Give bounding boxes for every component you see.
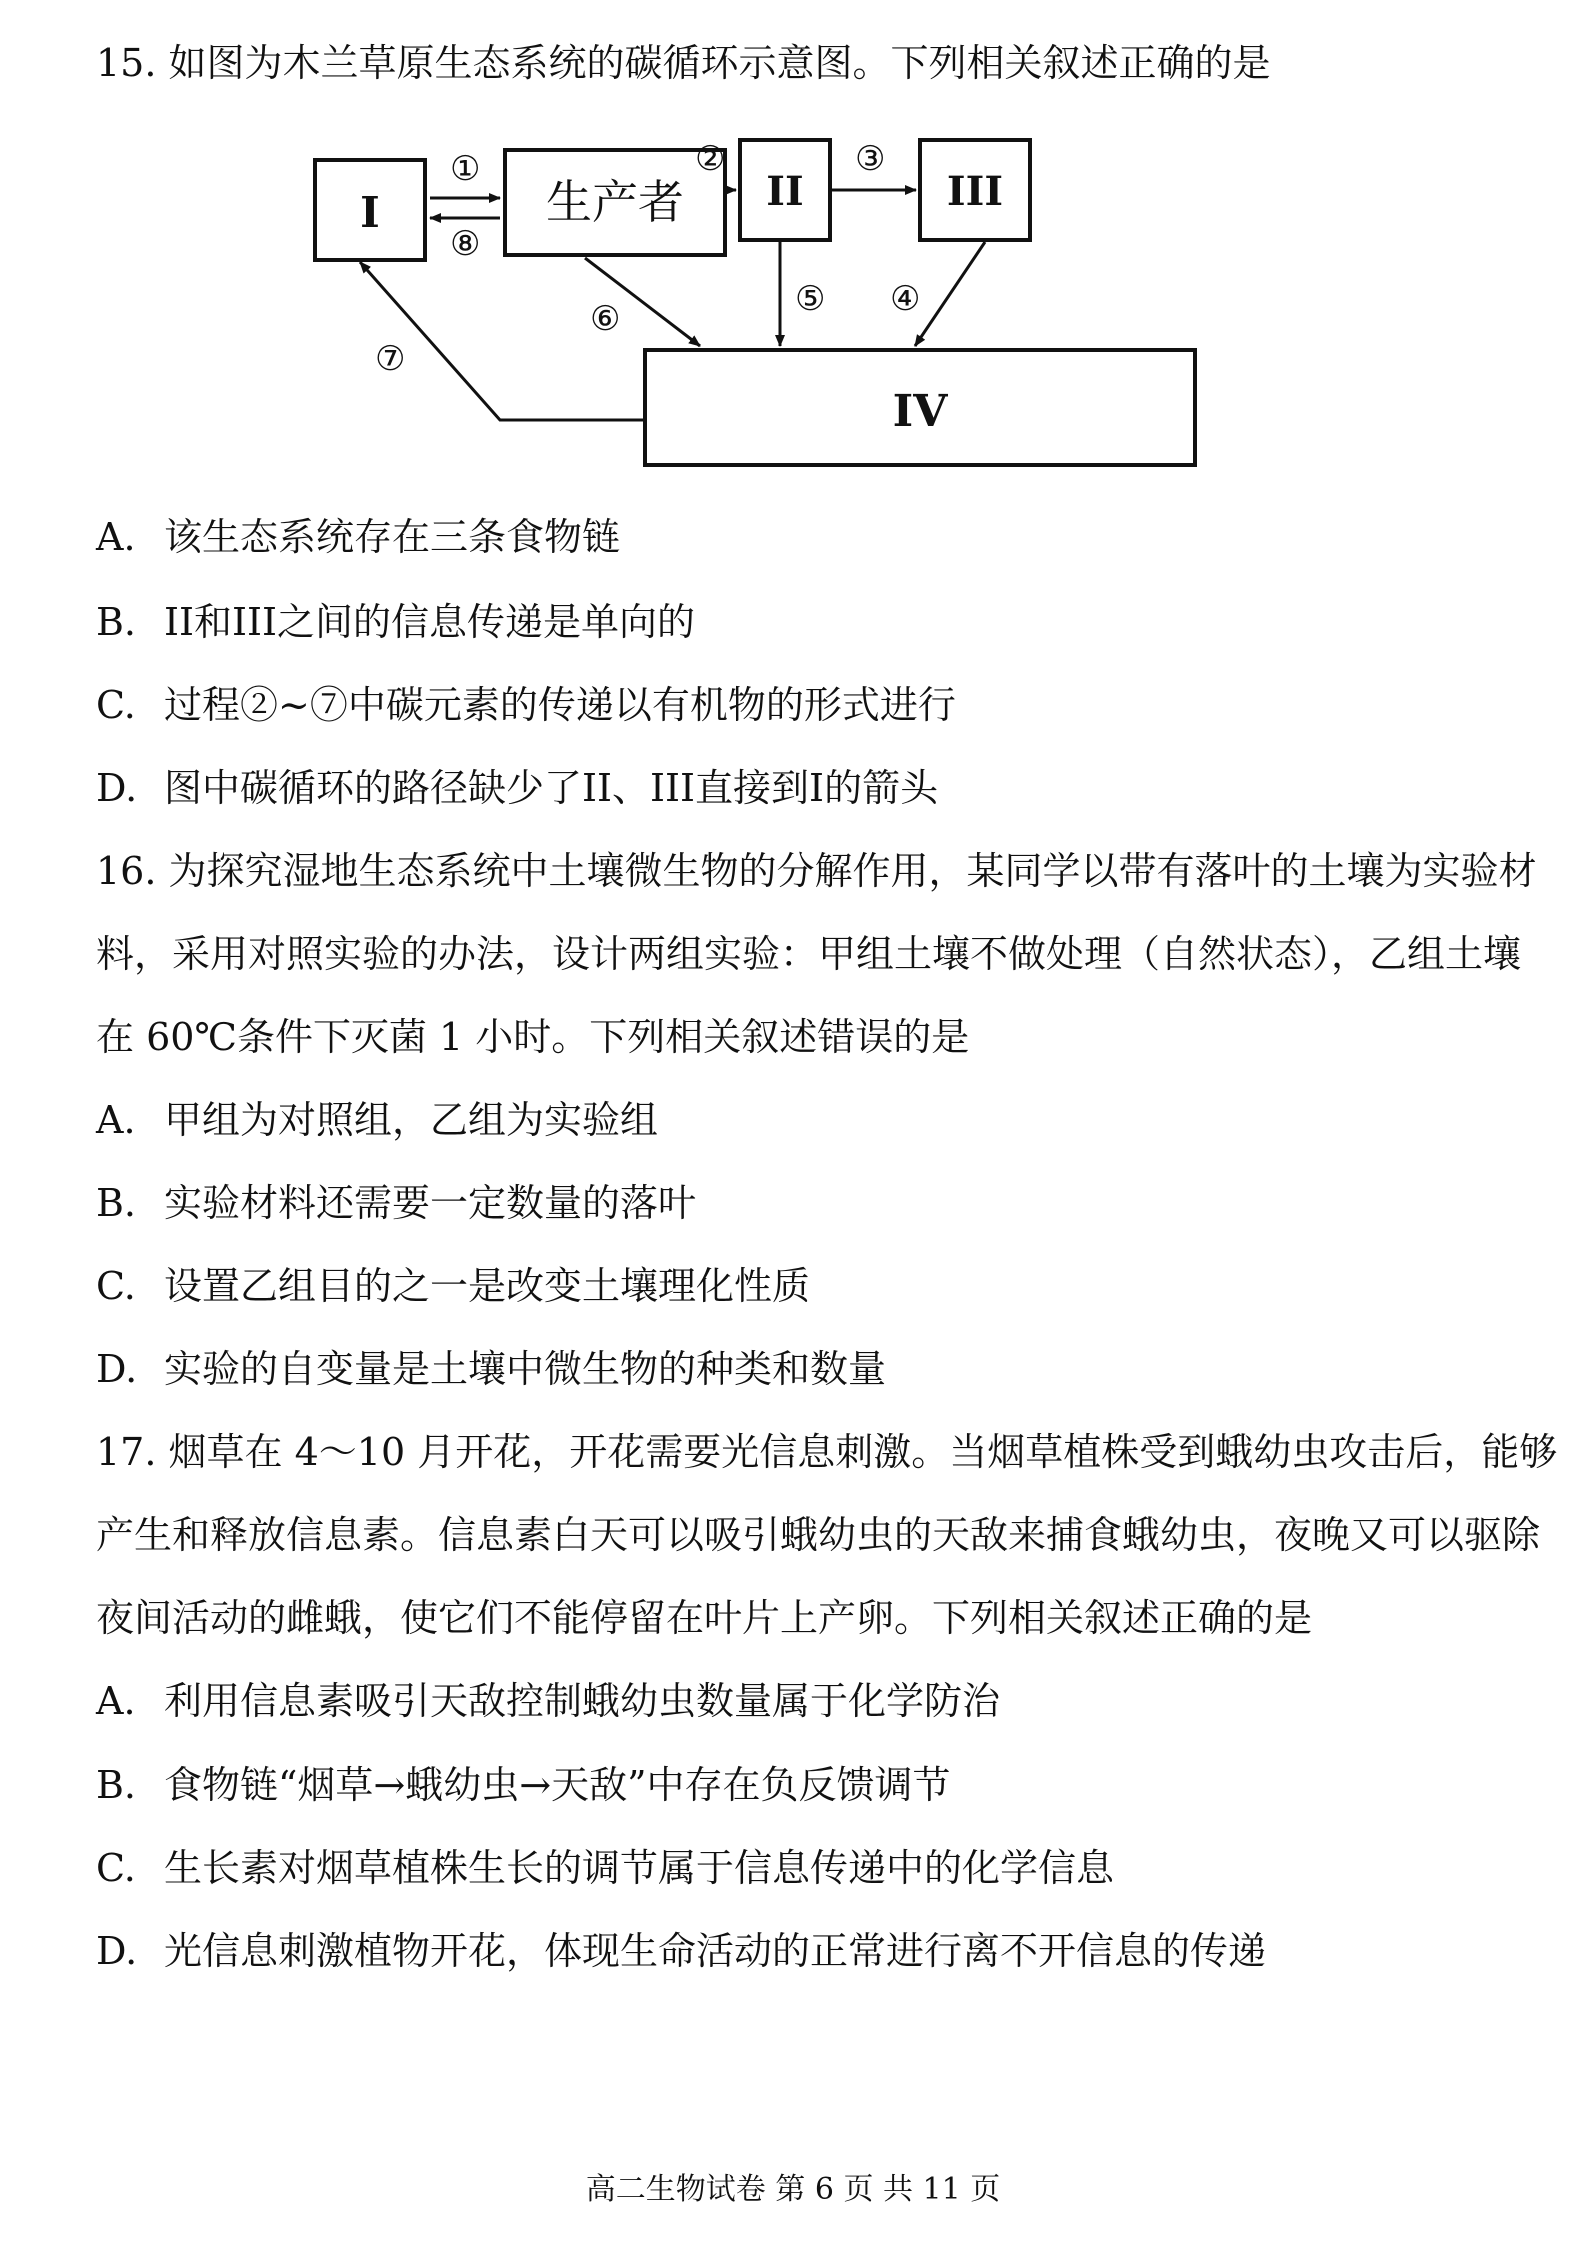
q17-stem-line-3: 夜间活动的雌蛾，使它们不能停留在叶片上产卵。下列相关叙述正确的是 (96, 1596, 1313, 1640)
q15-option-a (96, 512, 1516, 562)
q15-option-b (96, 597, 1516, 647)
q16-number: 16. (96, 849, 157, 893)
arrow-5-label: ⑤ (795, 279, 826, 319)
q17-option-d-text: 光信息刺激植物开花，体现生命活动的正常进行离不开信息的传递 (164, 1929, 1267, 1973)
q15-option-b-text: II和III之间的信息传递是单向的 (164, 600, 696, 644)
q15-option-c (96, 680, 1516, 730)
q15-option-c-letter: C. (96, 683, 136, 727)
arrow-4-label: ④ (890, 279, 921, 319)
q16-option-a-text: 甲组为对照组，乙组为实验组 (164, 1098, 659, 1142)
q16-option-b-text: 实验材料还需要一定数量的落叶 (164, 1181, 697, 1225)
box-iii-label: III (946, 168, 1004, 215)
page-footer: 高二生物试卷 第 6 页 共 11 页 (585, 2172, 1001, 2207)
arrow-8-label: ⑧ (450, 224, 481, 264)
q16-option-d-text: 实验的自变量是土壤中微生物的种类和数量 (164, 1347, 887, 1391)
arrow-3-label: ③ (855, 139, 886, 179)
arrow-1-label: ① (450, 149, 481, 189)
q15-stem (96, 38, 1516, 88)
arrow-4 (915, 242, 985, 346)
q16-option-d-letter: D. (96, 1347, 138, 1391)
box-ii-label: II (766, 168, 804, 215)
q17-option-c-letter: C. (96, 1846, 136, 1890)
q15-option-b-letter: B. (96, 600, 137, 644)
q15-option-d-text: 图中碳循环的路径缺少了II、III直接到I的箭头 (164, 766, 939, 810)
q17-option-b-text: 食物链“烟草→蛾幼虫→天敌”中存在负反馈调节 (164, 1763, 951, 1807)
q17-stem-line-1 (96, 1427, 1558, 1477)
q15-option-a-letter: A. (96, 515, 136, 559)
box-iv-label: IV (892, 386, 948, 437)
q17-number: 17. (96, 1430, 157, 1474)
q16-option-a-letter: A. (96, 1098, 136, 1142)
arrow-2-label: ② (695, 139, 726, 179)
q15-option-d-letter: D. (96, 766, 138, 810)
q17-stem-line-2: 产生和释放信息素。信息素白天可以吸引蛾幼虫的天敌来捕食蛾幼虫，夜晚又可以驱除 (96, 1513, 1541, 1557)
q15-option-a-text: 该生态系统存在三条食物链 (164, 515, 621, 559)
q17-option-c (96, 1843, 1516, 1893)
q17-option-a-text: 利用信息素吸引天敌控制蛾幼虫数量属于化学防治 (164, 1679, 1001, 1723)
q16-option-b-letter: B. (96, 1181, 137, 1225)
q17-option-d-letter: D. (96, 1929, 138, 1973)
q16-stem-text-1: 为探究湿地生态系统中土壤微生物的分解作用，某同学以带有落叶的土壤为实验材 (168, 849, 1537, 893)
q16-option-c-letter: C. (96, 1264, 136, 1308)
q15-number: 15. (96, 41, 157, 85)
q17-option-b (96, 1760, 1516, 1810)
arrow-7-label: ⑦ (375, 339, 406, 379)
q16-option-b (96, 1178, 1516, 1228)
q17-option-c-text: 生长素对烟草植株生长的调节属于信息传递中的化学信息 (164, 1846, 1115, 1890)
arrow-6-label: ⑥ (590, 299, 621, 339)
q15-option-c-text: 过程②~⑦中碳元素的传递以有机物的形式进行 (164, 683, 956, 727)
box-i-label: I (360, 188, 380, 237)
q16-option-d (96, 1344, 1516, 1394)
q15-option-d (96, 763, 1516, 813)
q17-option-a (96, 1676, 1516, 1726)
q16-stem-line-2: 料，采用对照实验的办法，设计两组实验：甲组土壤不做处理（自然状态），乙组土壤 (96, 932, 1522, 976)
carbon-cycle-diagram (300, 130, 1300, 480)
q17-option-b-letter: B. (96, 1763, 137, 1807)
q16-option-c-text: 设置乙组目的之一是改变土壤理化性质 (164, 1264, 811, 1308)
q17-option-d (96, 1926, 1516, 1976)
q15-stem-line-1: 如图为木兰草原生态系统的碳循环示意图。下列相关叙述正确的是 (168, 41, 1271, 85)
box-producer-label: 生产者 (546, 175, 684, 229)
q17-option-a-letter: A. (96, 1679, 136, 1723)
q16-option-c (96, 1261, 1516, 1311)
q17-stem-text-1: 烟草在 4～10 月开花，开花需要光信息刺激。当烟草植株受到蛾幼虫攻击后，能够 (168, 1430, 1558, 1474)
q16-stem-line-1 (96, 846, 1537, 896)
q16-stem-line-3: 在 60℃条件下灭菌 1 小时。下列相关叙述错误的是 (96, 1015, 970, 1059)
q16-option-a (96, 1095, 1516, 1145)
